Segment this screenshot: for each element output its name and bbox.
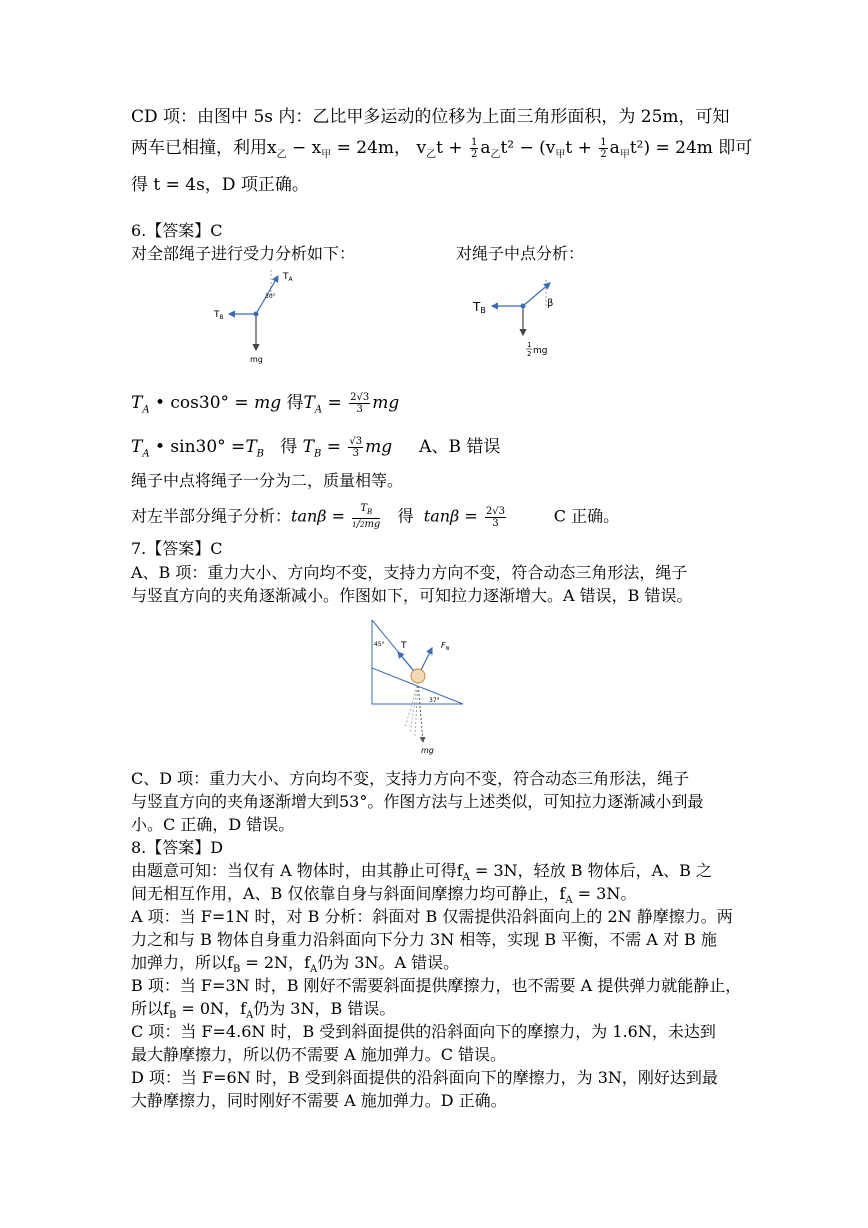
dash-1 — [405, 682, 418, 728]
beta-label: β — [547, 298, 554, 309]
cd-v: v — [416, 138, 427, 158]
cd-line-1 — [131, 106, 730, 128]
q6-eq-1 — [131, 392, 399, 421]
q8-l2-a: 间无相互作用，A、B 仅依靠自身与斜面间摩擦力均可静止， — [131, 884, 560, 903]
cd-t-plus-2: t + — [565, 138, 598, 158]
q8-l5-f-sub: B — [232, 964, 241, 976]
q8-line-10 — [131, 1067, 718, 1089]
eq1-eq: = — [322, 393, 348, 413]
cd-line-3 — [131, 174, 309, 196]
eq3-eq: = — [326, 506, 351, 526]
q7-line-3 — [131, 768, 689, 790]
q6-heading — [131, 220, 223, 242]
eq1-cos: • cos30° = — [149, 393, 255, 413]
q8-line-6 — [131, 975, 741, 997]
q8-l7-a: 所以 — [131, 999, 164, 1018]
q6-left-label — [131, 243, 355, 265]
q8-l1-c: = 3N，轻放 B 物体后，A、B 之 — [469, 861, 712, 880]
eq2-eq: = — [321, 437, 347, 457]
q7-heading — [131, 538, 223, 560]
cd-line-1-text: CD 项：由图中 5s 内：乙比甲多运动的位移为上面三角形面积，为 25m，可知 — [131, 107, 730, 127]
q6-right-label — [456, 243, 584, 265]
eq1-de: 得 — [281, 393, 304, 413]
q7-line-2 — [131, 585, 693, 607]
cd-line-2-a: 两车已相撞，利用 — [131, 138, 267, 158]
eq1-ta2: T — [303, 393, 315, 413]
cd-v-sub: 乙 — [426, 149, 437, 161]
q8-line-8-text: C 项：当 F=4.6N 时，B 受到斜面提供的沿斜面向下的摩擦力，为 1.6N，未达到 — [131, 1022, 716, 1041]
q6-line-mid-text: 绳子中点将绳子一分为二，质量相等。 — [131, 471, 404, 490]
q8-l1-f: f — [456, 861, 463, 880]
q8-l5-c: = 2N， — [240, 953, 305, 972]
eq3-frac-1-n: $T_B$ — [352, 503, 380, 519]
q6-eq-2 — [131, 436, 500, 465]
q8-l7-e: 仍为 3N，B 错误。 — [253, 999, 396, 1018]
q8-l5-a: 加弹力，所以 — [131, 953, 228, 972]
ta-label: $T_A$ — [283, 272, 293, 283]
cd-line-2 — [131, 137, 752, 166]
t-label: T — [401, 641, 407, 651]
eq2-sin: • sin30° = — [149, 437, 246, 457]
eq3-frac-2 — [485, 506, 506, 529]
q7-line-5-text: 小。C 正确，D 错误。 — [131, 815, 295, 834]
q6-right-label-text: 对绳子中点分析： — [456, 244, 585, 263]
q7-line-1-text: A、B 项：重力大小、方向均不变，支持力方向不变，符合动态三角形法，绳子 — [131, 563, 688, 582]
eq3-intro: 对左半部分绳子分析： — [131, 506, 292, 526]
q8-l1-a: 由题意可知：当仅有 A 物体时，由其静止可得 — [131, 861, 457, 880]
q6-line-mid — [131, 470, 403, 492]
q8-l7-c: = 0N， — [176, 999, 241, 1018]
angle-30-label: 30° — [265, 293, 276, 300]
cd-half-1-n: 1 — [470, 137, 478, 148]
half-n: 1 — [527, 341, 532, 349]
eq2-de: 得 — [264, 437, 303, 457]
q8-line-4-text: 力之和与 B 物体自身重力沿斜面向下分力 3N 相等，实现 B 平衡，不需 A 对 B 施 — [131, 930, 717, 949]
q8-l7-f2-sub: A — [245, 1010, 254, 1022]
q8-line-10-text: D 项：当 F=6N 时，B 受到斜面提供的沿斜面向下的摩擦力，为 3N，刚好达到最 — [131, 1068, 718, 1087]
cd-line-3-text: 得 t = 4s，D 项正确。 — [131, 175, 309, 195]
eq1-mg2: mg — [372, 393, 400, 413]
q8-l5-e: 仍为 3N。A 错误。 — [317, 953, 460, 972]
q8-line-9 — [131, 1044, 506, 1066]
eq3-frac-2-n: 2√3 — [485, 505, 505, 517]
mg-label: mg — [250, 355, 263, 364]
cd-eq-24: = 24m， — [331, 138, 412, 158]
cd-half-1 — [470, 137, 478, 160]
q8-line-3 — [131, 906, 733, 928]
cd-half-2-n: 1 — [600, 137, 607, 148]
cd-tail: t²) = 24m 即可 — [629, 138, 753, 158]
cd-x: x — [267, 138, 277, 158]
mg-label: mg — [421, 746, 434, 755]
ball — [411, 669, 425, 683]
eq2-frac-d: 3 — [352, 448, 359, 459]
angle-45-label: 45° — [374, 641, 385, 648]
mg-arrow — [418, 682, 423, 742]
eq3-frac-1-d: 1/2mg — [352, 519, 381, 530]
q8-l2-f-sub: A — [565, 895, 573, 907]
q8-line-8 — [131, 1021, 716, 1043]
node-dot — [521, 304, 526, 309]
eq3-eq2: = — [459, 506, 483, 526]
q7-line-2-text: 与竖直方向的夹角逐渐减小。作图如下，可知拉力逐渐增大。A 错误，B 错误。 — [131, 586, 693, 605]
tb-label: $T_B$ — [214, 310, 224, 321]
q8-l7-f2: f — [240, 999, 246, 1018]
eq1-ta2-sub: A — [314, 404, 323, 416]
q7-line-1 — [131, 562, 687, 584]
angle-37-label: 37° — [429, 697, 440, 704]
eq1-mg: mg — [254, 393, 282, 413]
q8-line-11-text: 大静摩擦力，同时刚好不需要 A 施加弹力。D 正确。 — [131, 1091, 507, 1110]
eq2-ta: T — [131, 437, 143, 457]
q6-left-label-text: 对全部绳子进行受力分析如下： — [131, 244, 356, 263]
eq3-frac-2-d: 3 — [492, 517, 499, 529]
cd-half-1-d: 2 — [470, 149, 478, 160]
q6-eq-3 — [131, 503, 619, 531]
q8-line-9-text: 最大静摩擦力，所以仍不需要 A 施加弹力。C 错误。 — [131, 1045, 507, 1064]
eq1-frac-d: 3 — [356, 404, 363, 415]
eq3-tan: tanβ — [291, 506, 327, 526]
cd-a2: a — [609, 138, 620, 158]
t-arrow — [523, 283, 550, 306]
eq1-ta-sub: A — [142, 404, 150, 416]
q7-heading-text: 7.【答案】C — [131, 539, 223, 558]
q7-line-4-text: 与竖直方向的夹角逐渐增大到53°。作图方法与上述类似，可知拉力逐渐减小到最 — [131, 792, 704, 811]
q7-line-3-text: C、D 项：重力大小、方向均不变，支持力方向不变，符合动态三角形法，绳子 — [131, 769, 690, 788]
cd-t2-minus: t² − (v — [500, 138, 556, 158]
cd-half-2 — [599, 137, 607, 160]
q7-figure — [365, 618, 475, 758]
half-d: 2 — [527, 350, 532, 358]
q6-heading-text: 6.【答案】C — [131, 221, 223, 240]
eq2-ta-sub: A — [142, 448, 150, 460]
cd-x-sub: 乙 — [276, 149, 287, 161]
eq2-tb2-sub: B — [313, 448, 322, 460]
q8-l5-f2-sub: A — [309, 964, 318, 976]
q7-line-4 — [131, 791, 703, 813]
eq1-frac-n: 2√3 — [350, 392, 370, 403]
node-dot — [254, 312, 259, 317]
q6-figure-2 — [468, 275, 578, 370]
eq1-frac — [349, 392, 370, 415]
eq3-tan2: tanβ — [423, 506, 460, 526]
eq2-tb-sub: B — [256, 448, 265, 460]
cd-half-2-d: 2 — [600, 149, 607, 160]
tb-label: TB — [473, 300, 486, 315]
cd-a2-sub: 甲 — [619, 149, 630, 161]
cd-a-sub: 乙 — [490, 149, 501, 161]
eq3-frac-1 — [352, 503, 380, 531]
cd-t-plus: t + — [436, 138, 468, 158]
eq2-frac-n: √3 — [349, 436, 363, 447]
eq3-de: 得 — [382, 506, 424, 526]
q8-l2-f: f — [559, 884, 566, 903]
q8-line-6-text: B 项：当 F=3N 时，B 刚好不需要斜面提供摩擦力，也不需要 A 提供弹力就能静止， — [131, 976, 742, 995]
eq2-tb2: T — [302, 437, 314, 457]
cd-x2-sub: 甲 — [321, 149, 332, 161]
eq2-frac — [348, 436, 363, 459]
eq1-ta: T — [131, 393, 143, 413]
q8-l5-f2: f — [304, 953, 310, 972]
cd-v2-sub: 甲 — [555, 149, 566, 161]
cd-a: a — [480, 138, 491, 158]
q8-line-3-text: A 项：当 F=1N 时，对 B 分析：斜面对 B 仅需提供沿斜面向上的 2N 静摩擦力。两 — [131, 907, 733, 926]
q8-l1-f-sub: A — [462, 872, 470, 884]
mg-label: mg — [533, 346, 548, 356]
fn-label: $F_N$ — [441, 641, 450, 652]
q8-l2-c: = 3N。 — [572, 884, 637, 903]
q8-l7-f-sub: B — [168, 1010, 177, 1022]
eq2-tb: T — [245, 437, 257, 457]
q8-heading-text: 8.【答案】D — [131, 838, 224, 857]
q8-l5-f: f — [227, 953, 233, 972]
q8-line-4 — [131, 929, 717, 951]
q8-l7-f: f — [163, 999, 169, 1018]
eq3-result: C 正确。 — [507, 506, 620, 526]
eq2-result: A、B 错误 — [392, 437, 501, 457]
q8-heading — [131, 837, 223, 859]
q8-line-11 — [131, 1090, 507, 1112]
eq2-mg: mg — [365, 437, 393, 457]
q7-line-5 — [131, 814, 294, 836]
q6-figure-1 — [205, 268, 315, 368]
cd-minus-x: − x — [286, 138, 322, 158]
